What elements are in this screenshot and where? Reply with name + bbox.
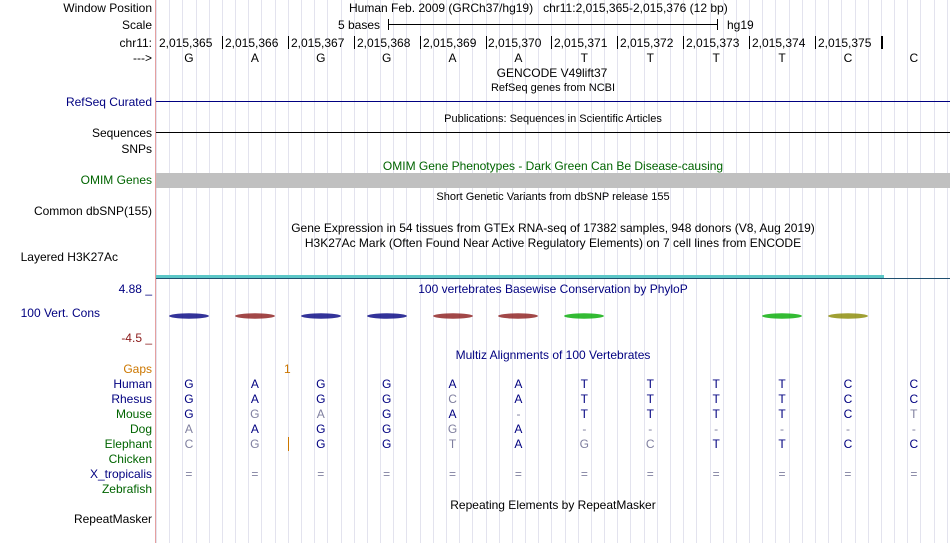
alignment-base: G <box>316 437 326 451</box>
alignment-base: T <box>580 407 589 421</box>
alignment-base: G <box>250 437 260 451</box>
alignment-base: G <box>579 437 590 451</box>
alignment-base: G <box>184 407 194 421</box>
publications-track-title[interactable]: Publications: Sequences in Scientific Articles <box>444 113 662 125</box>
conservation-track-label[interactable]: 100 Vert. Cons <box>20 306 100 320</box>
alignment-base: A <box>448 377 457 391</box>
h3k27ac-track-title[interactable]: H3K27Ac Mark (Often Found Near Active Regulatory Elements) on 7 cell lines from ENCODE <box>304 236 802 250</box>
ruler-tick <box>749 36 750 49</box>
sequences-line[interactable] <box>156 132 950 133</box>
species-label-rhesus[interactable]: Rhesus <box>111 392 152 406</box>
reference-base: G <box>316 51 326 65</box>
refseq-track-title[interactable]: RefSeq genes from NCBI <box>490 82 616 94</box>
alignment-base: A <box>250 377 259 391</box>
ruler-coordinate: 2,015,365 <box>159 36 213 50</box>
sequences-track-label[interactable]: Sequences <box>91 126 152 140</box>
alignment-base: T <box>778 377 786 391</box>
alignment-base: T <box>448 437 457 451</box>
ruler-tick <box>882 36 883 49</box>
alignment-base: C <box>184 437 194 451</box>
species-label-zebrafish[interactable]: Zebrafish <box>101 482 152 496</box>
ruler-tick <box>486 36 487 49</box>
ruler-coordinate: 2,015,370 <box>488 36 542 50</box>
alignment-base: - <box>911 422 916 436</box>
alignment-base: C <box>909 392 919 406</box>
conservation-logo-g[interactable] <box>169 313 209 318</box>
alignment-base: G <box>381 437 392 451</box>
dbsnp-track-label[interactable]: Common dbSNP(155) <box>33 204 152 218</box>
assembly-label: hg19 <box>727 18 754 32</box>
alignment-base: C <box>843 437 853 451</box>
species-label-elephant[interactable]: Elephant <box>104 437 152 451</box>
species-label-dog[interactable]: Dog <box>129 422 152 436</box>
species-label-x_tropicalis[interactable]: X_tropicalis <box>89 467 152 481</box>
conservation-logo-a[interactable] <box>235 313 275 318</box>
reference-base: T <box>778 51 786 65</box>
alignment-base: G <box>381 422 392 436</box>
conservation-min-label: -4.5 _ <box>121 331 152 345</box>
alignment-base: G <box>184 392 194 406</box>
alignment-base: C <box>843 377 853 391</box>
repeatmasker-track-label[interactable]: RepeatMasker <box>73 512 152 526</box>
alignment-base: T <box>712 407 720 421</box>
reference-base: A <box>514 51 523 65</box>
conservation-logo-g[interactable] <box>367 313 407 318</box>
alignment-base: = <box>580 467 588 481</box>
alignment-base: - <box>516 407 521 421</box>
alignment-base: G <box>381 377 392 391</box>
conservation-logo-t[interactable] <box>762 313 802 318</box>
alignment-base: A <box>250 392 259 406</box>
reference-base: A <box>250 51 259 65</box>
ruler-coordinate: 2,015,369 <box>423 36 477 50</box>
alignment-base: A <box>514 422 523 436</box>
alignment-base: T <box>778 407 786 421</box>
alignment-base: T <box>646 392 654 406</box>
reference-base: T <box>580 51 589 65</box>
omim-track-title[interactable]: OMIM Gene Phenotypes - Dark Green Can Be Disease-causing <box>382 159 724 173</box>
omim-track-label[interactable]: OMIM Genes <box>80 173 152 187</box>
gtex-track-title[interactable]: Gene Expression in 54 tissues from GTEx RNA-seq of 17382 samples, 948 donors (V8, Aug 2019) <box>291 221 815 235</box>
dbsnp-track-title[interactable]: Short Genetic Variants from dbSNP release 155 <box>436 191 670 203</box>
alignment-base: C <box>843 407 853 421</box>
ruler-tick <box>222 36 223 49</box>
alignment-base: T <box>712 377 720 391</box>
alignment-base: A <box>316 407 325 421</box>
ruler-tick <box>815 36 816 49</box>
alignment-base: A <box>250 422 259 436</box>
alignment-base: G <box>250 407 260 421</box>
alignment-base: = <box>317 467 325 481</box>
conservation-track-title[interactable]: 100 vertebrates Basewise Conservation by PhyloP <box>418 282 688 296</box>
elephant-gap-marker <box>288 437 289 451</box>
alignment-base: T <box>712 437 720 451</box>
gencode-track-title[interactable]: GENCODE V49lift37 <box>496 66 608 80</box>
alignment-base: T <box>580 392 589 406</box>
alignment-base: - <box>845 422 850 436</box>
ruler-tick <box>420 36 421 49</box>
ruler-coordinate: 2,015,371 <box>554 36 608 50</box>
reference-base: T <box>646 51 654 65</box>
alignment-base: G <box>447 422 458 436</box>
reference-base: G <box>381 51 392 65</box>
alignment-base: A <box>514 437 523 451</box>
conservation-max-label: 4.88 _ <box>118 282 152 296</box>
conservation-logo-a[interactable] <box>498 313 538 318</box>
alignment-base: - <box>648 422 653 436</box>
ruler-coordinate: 2,015,368 <box>357 36 411 50</box>
alignment-base: = <box>185 467 193 481</box>
species-label-chicken[interactable]: Chicken <box>108 452 152 466</box>
scale-bar <box>388 24 718 25</box>
alignment-base: = <box>910 467 918 481</box>
repeatmasker-track-title[interactable]: Repeating Elements by RepeatMasker <box>450 498 656 512</box>
window-position-value: Human Feb. 2009 (GRCh37/hg19) chr11:2,015,365-2,015,376 (12 bp) <box>349 1 728 15</box>
alignment-base: = <box>514 467 522 481</box>
ruler-tick <box>354 36 355 49</box>
alignment-base: = <box>778 467 786 481</box>
reference-base: G <box>184 51 194 65</box>
alignment-base: = <box>251 467 259 481</box>
alignment-base: = <box>712 467 720 481</box>
reference-base: A <box>448 51 457 65</box>
chrom-label: chr11: <box>119 36 152 50</box>
alignment-base: = <box>646 467 654 481</box>
alignment-base: T <box>910 407 918 421</box>
window-position-label: Window Position <box>63 1 152 15</box>
alignment-base: C <box>448 392 457 406</box>
refseq-track-label[interactable]: RefSeq Curated <box>65 95 152 109</box>
snps-track-label[interactable]: SNPs <box>121 142 152 156</box>
alignment-base: - <box>780 422 785 436</box>
alignment-base: T <box>712 392 720 406</box>
ruler-tick <box>683 36 684 49</box>
ruler-coordinate: 2,015,374 <box>752 36 806 50</box>
alignment-base: G <box>184 377 194 391</box>
alignment-base: T <box>778 437 786 451</box>
alignment-base: G <box>316 377 326 391</box>
alignment-base: G <box>381 407 392 421</box>
h3k27ac-track-label[interactable]: Layered H3K27Ac <box>20 250 118 264</box>
alignment-base: G <box>316 422 326 436</box>
ruler-coordinate: 2,015,373 <box>686 36 740 50</box>
alignment-base: A <box>514 392 523 406</box>
ruler-coordinate: 2,015,366 <box>225 36 279 50</box>
alignment-base: C <box>645 437 655 451</box>
strand-label: ---> <box>133 51 152 65</box>
alignment-base: T <box>646 377 654 391</box>
species-label-human[interactable]: Human <box>113 377 152 391</box>
alignment-base: - <box>714 422 719 436</box>
alignment-base: A <box>514 377 523 391</box>
alignment-base: = <box>449 467 457 481</box>
conservation-logo-t[interactable] <box>564 313 604 318</box>
gaps-count: 1 <box>284 362 291 376</box>
alignment-base: A <box>448 407 457 421</box>
alignment-base: T <box>778 392 786 406</box>
alignment-base: = <box>383 467 391 481</box>
alignment-base: A <box>184 422 193 436</box>
reference-base: C <box>909 51 919 65</box>
alignment-base: C <box>843 392 853 406</box>
omim-gene-bar[interactable] <box>156 173 950 188</box>
alignment-base: G <box>316 392 326 406</box>
scale-bar-right-cap <box>717 19 718 30</box>
ruler-coordinate: 2,015,375 <box>818 36 872 50</box>
scale-value: 5 bases <box>338 18 381 32</box>
ruler-tick <box>551 36 552 49</box>
ruler-tick <box>288 36 289 49</box>
reference-base: T <box>712 51 720 65</box>
alignment-base: - <box>582 422 587 436</box>
alignment-base: C <box>909 437 919 451</box>
alignment-base: T <box>646 407 654 421</box>
ruler-coordinate: 2,015,372 <box>620 36 674 50</box>
scale-bar-left-cap <box>388 19 389 30</box>
scale-label: Scale <box>121 18 152 32</box>
ruler-tick <box>617 36 618 49</box>
gaps-track-label[interactable]: Gaps <box>123 362 152 376</box>
reference-base: C <box>843 51 853 65</box>
multiz-track-title[interactable]: Multiz Alignments of 100 Vertebrates <box>455 348 651 362</box>
alignment-base: T <box>580 377 589 391</box>
alignment-base: G <box>381 392 392 406</box>
refseq-gene-line[interactable] <box>156 101 950 102</box>
ruler-coordinate: 2,015,367 <box>291 36 345 50</box>
alignment-base: = <box>844 467 852 481</box>
alignment-base: C <box>909 377 919 391</box>
conservation-logo-a[interactable] <box>433 313 473 318</box>
h3k27ac-baseline <box>156 278 950 279</box>
species-label-mouse[interactable]: Mouse <box>115 407 152 421</box>
conservation-logo-c[interactable] <box>828 313 868 318</box>
conservation-logo-g[interactable] <box>301 313 341 318</box>
